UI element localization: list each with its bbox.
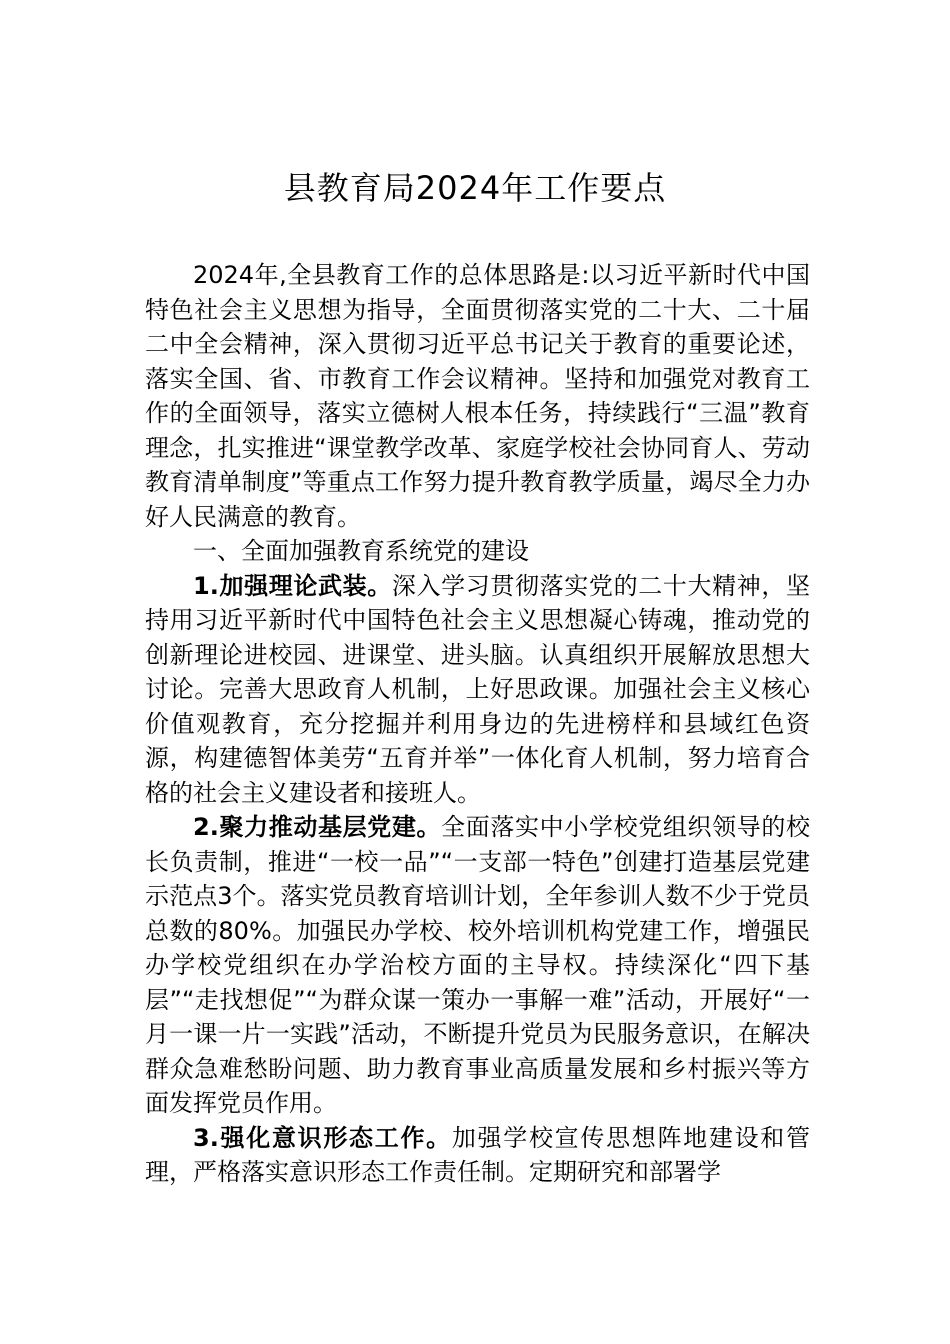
item-text-1: 深入学习贯彻落实党的二十大精神，坚持用习近平新时代中国特色社会主义思想凝心铸魂，推动党的创新理论进校园、进课堂、进头脑。认真组织开展解放思想大讨论。完善大思政育人机制，上好思政课。加强社会主义核心价值观教育，充分挖掘并利用身边的先进榜样和县域红色资源，构建德智体美劳“五育并举”一体化育人机制，努力培育合格的社会主义建设者和接班人。 [145, 571, 810, 807]
item-lead-3: 3.强化意识形态工作。 [193, 1123, 452, 1152]
item-text-2: 全面落实中小学校党组织领导的校长负责制，推进“一校一品”“一支部一特色”创建打造基层党建示范点3个。落实党员教育培训计划，全年参训人数不少于党员总数的80%。加强民办学校、校外培训机构党建工作，增强民办学校党组织在办学治校方面的主导权。持续深化“四下基层”“走找想促”“为群众谋一策办一事解一难”活动，开展好“一月一课一片一实践”活动，不断提升党员为民服务意识，在解决群众急难愁盼问题、助力教育事业高质量发展和乡村振兴等方面发挥党员作用。 [145, 813, 810, 1117]
item-lead-1: 1.加强理论武装。 [193, 571, 392, 600]
document-title: 县教育局2024年工作要点 [283, 169, 667, 207]
intro-paragraph: 2024年,全县教育工作的总体思路是:以习近平新时代中国特色社会主义思想为指导，全面贯彻落实党的二十大、二十届二中全会精神，深入贯彻习近平总书记关于教育的重要论述，落实全国、省、市教育工作会议精神。坚持和加强党对教育工作的全面领导，落实立德树人根本任务，持续践行“三温”教育理念，扎实推进“课堂教学改革、家庭学校社会协同育人、劳动教育清单制度”等重点工作努力提升教育教学质量，竭尽全力办好人民满意的教育。 [145, 261, 810, 531]
section-heading: 一、全面加强教育系统党的建设 [193, 537, 529, 565]
item-paragraph-2 [145, 810, 810, 1121]
document-body [145, 258, 810, 1190]
item-lead-2: 2.聚力推动基层党建。 [193, 813, 442, 841]
item-paragraph-3 [145, 1121, 810, 1190]
item-text-3: 加强学校宣传思想阵地建设和管理，严格落实意识形态工作责任制。定期研究和部署学 [145, 1123, 810, 1186]
item-paragraph-1 [145, 569, 810, 811]
